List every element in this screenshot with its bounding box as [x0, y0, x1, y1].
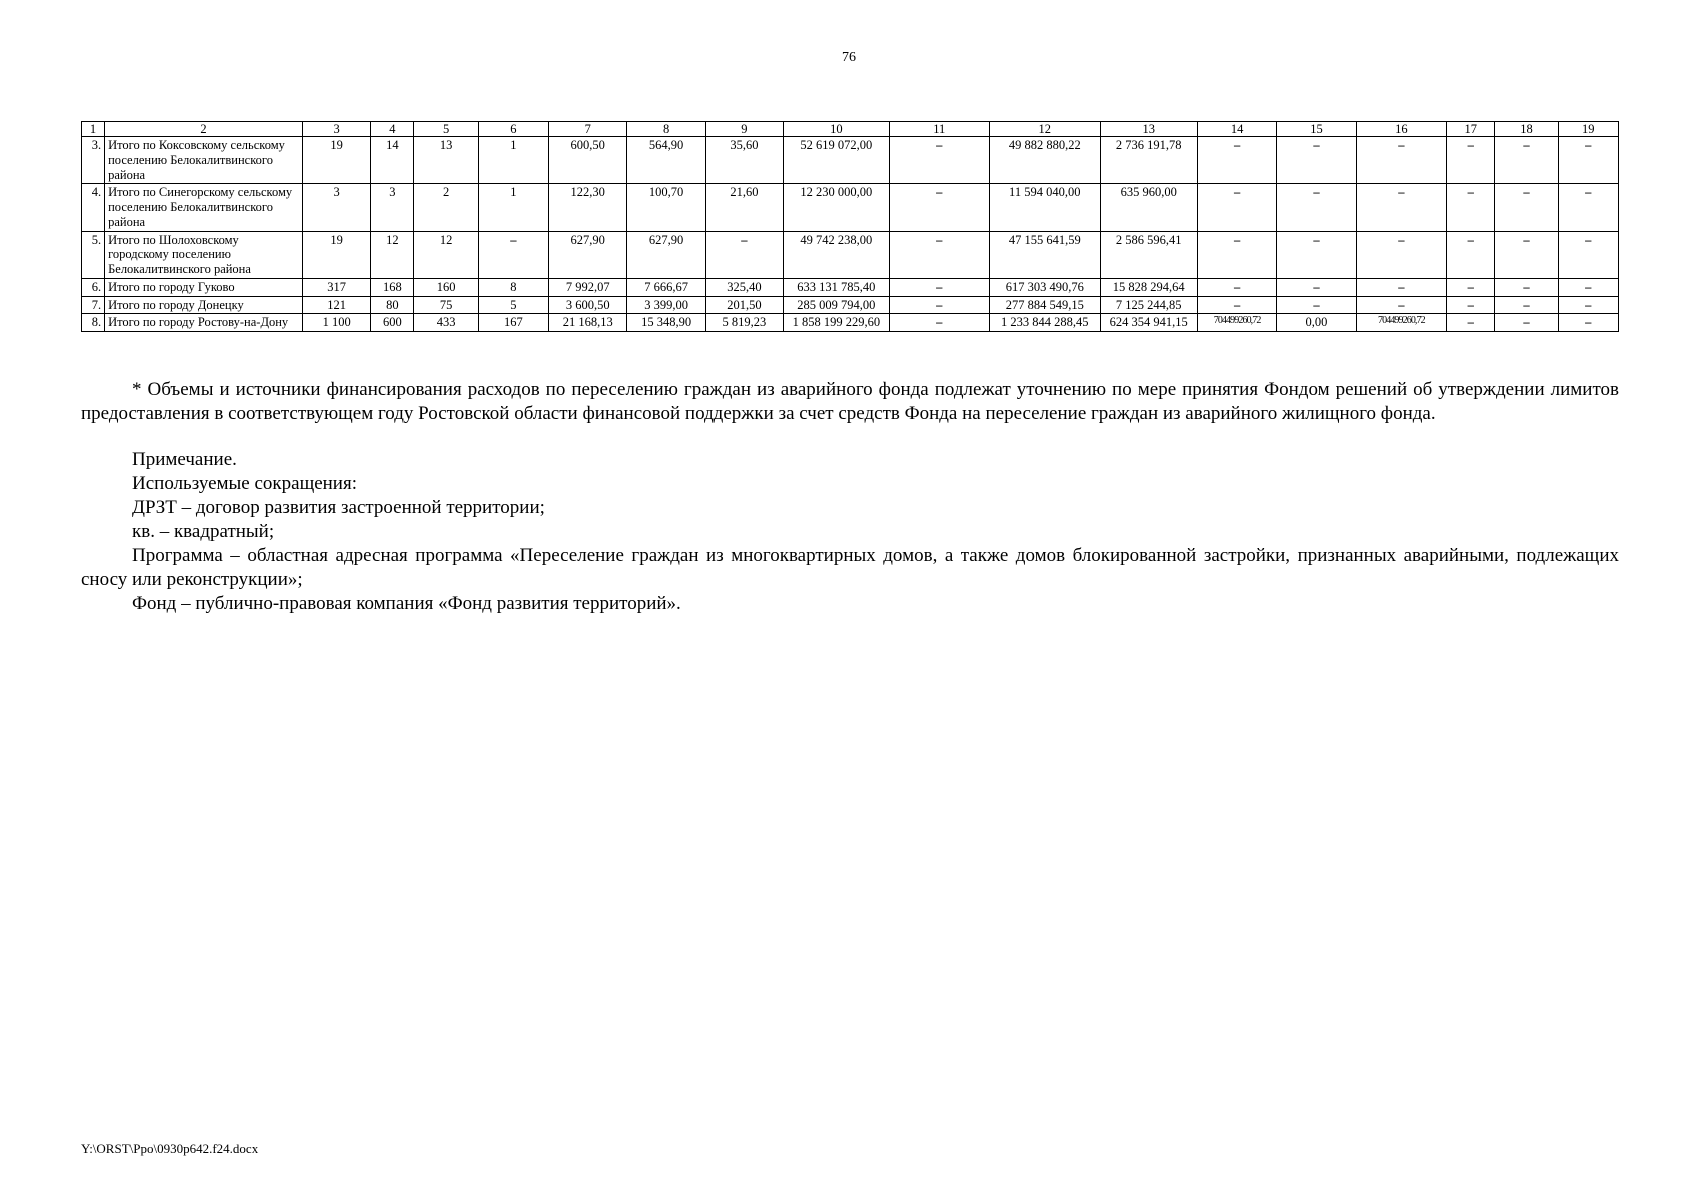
table-cell: 8 — [478, 278, 548, 296]
table-cell: 2 736 191,78 — [1100, 137, 1197, 184]
table-cell: – — [1197, 296, 1276, 314]
table-cell: 317 — [302, 278, 370, 296]
table-cell: – — [1356, 278, 1446, 296]
footnote-text: * Объемы и источники финансирования расходов по переселению граждан из аварийного фонда подлежат уточнению по мере принятия Фондом решений об утверждении лимитов предоставления в соответствующем году Ростовской области финансовой поддержки за счет средств Фонда на переселение граждан из аварийного жилищного фонда. — [81, 379, 1619, 424]
table-cell: 600,50 — [549, 137, 627, 184]
table-cell: 3 399,00 — [627, 296, 705, 314]
column-header: 6 — [478, 122, 548, 137]
table-cell: – — [1558, 137, 1618, 184]
table-cell: – — [1356, 184, 1446, 231]
table-cell: – — [1277, 278, 1356, 296]
file-path: Y:\ORST\Ppo\0930p642.f24.docx — [81, 1141, 259, 1156]
table-cell: 617 303 490,76 — [990, 278, 1101, 296]
table-cell: – — [705, 231, 783, 278]
row-name-cell: Итого по Коксовскому сельскому поселению Белокалитвинского района — [105, 137, 303, 184]
table-cell: 7 125 244,85 — [1100, 296, 1197, 314]
table-cell: 52 619 072,00 — [784, 137, 889, 184]
column-header: 1 — [82, 122, 105, 137]
table-cell: 633 131 785,40 — [784, 278, 889, 296]
column-header: 13 — [1100, 122, 1197, 137]
table-cell: 277 884 549,15 — [990, 296, 1101, 314]
note-line: Программа – областная адресная программа «Переселение граждан из многоквартирных домов, а также домов блокированной застройки, признанных аварийными, подлежащих сносу или реконструкции»; — [81, 545, 1619, 590]
table-cell: 1 858 199 229,60 — [784, 314, 889, 332]
table-cell: 624 354 941,15 — [1100, 314, 1197, 332]
table-cell: – — [1356, 296, 1446, 314]
note-line: кв. – квадратный; — [132, 521, 275, 542]
note-line: Фонд – публично-правовая компания «Фонд развития территорий». — [132, 593, 681, 614]
note-line: Используемые сокращения: — [132, 473, 357, 494]
row-name-cell: Итого по городу Гуково — [105, 278, 303, 296]
footnote — [81, 378, 1619, 426]
table-cell: 325,40 — [705, 278, 783, 296]
column-header: 2 — [105, 122, 303, 137]
table-cell: 564,90 — [627, 137, 705, 184]
table-row — [82, 231, 1619, 278]
table-cell: – — [889, 137, 989, 184]
table-cell: 433 — [414, 314, 478, 332]
column-header: 19 — [1558, 122, 1618, 137]
column-header: 10 — [784, 122, 889, 137]
table-cell: 5 819,23 — [705, 314, 783, 332]
row-number-cell: 4. — [82, 184, 105, 231]
table-cell: 167 — [478, 314, 548, 332]
table-cell: 1 100 — [302, 314, 370, 332]
table-cell: – — [1356, 137, 1446, 184]
table-cell: 600 — [371, 314, 414, 332]
table-cell: 47 155 641,59 — [990, 231, 1101, 278]
table-cell: 49 882 880,22 — [990, 137, 1101, 184]
table-cell: 3 — [302, 184, 370, 231]
table-cell: 15 828 294,64 — [1100, 278, 1197, 296]
table-cell: 12 — [414, 231, 478, 278]
table-cell: 80 — [371, 296, 414, 314]
table-cell: 13 — [414, 137, 478, 184]
table-cell: 1 — [478, 184, 548, 231]
row-name-cell: Итого по Синегорскому сельскому поселению Белокалитвинского района — [105, 184, 303, 231]
table-cell: 635 960,00 — [1100, 184, 1197, 231]
table-cell: 35,60 — [705, 137, 783, 184]
column-header: 3 — [302, 122, 370, 137]
table-cell: – — [1558, 278, 1618, 296]
table-row — [82, 184, 1619, 231]
table-cell: – — [1495, 278, 1558, 296]
table-cell: – — [1197, 278, 1276, 296]
table-cell: 49 742 238,00 — [784, 231, 889, 278]
table-cell: 19 — [302, 231, 370, 278]
table-cell: 5 — [478, 296, 548, 314]
table-cell: 2 — [414, 184, 478, 231]
table-cell: – — [889, 278, 989, 296]
header-row — [82, 122, 1619, 137]
table-cell: – — [1197, 231, 1276, 278]
table-cell: – — [1447, 296, 1495, 314]
table-cell: – — [1495, 137, 1558, 184]
table-cell: – — [889, 231, 989, 278]
table-cell: 19 — [302, 137, 370, 184]
table-header — [82, 122, 1619, 137]
table-row — [82, 296, 1619, 314]
column-header: 18 — [1495, 122, 1558, 137]
table-cell: 1 — [478, 137, 548, 184]
table-cell: – — [1447, 314, 1495, 332]
column-header: 5 — [414, 122, 478, 137]
table-cell: – — [1277, 231, 1356, 278]
table-cell: 627,90 — [627, 231, 705, 278]
table-body — [82, 137, 1619, 332]
table-cell: – — [1558, 184, 1618, 231]
table-cell: 704499260,72 — [1197, 314, 1276, 332]
table-cell: 201,50 — [705, 296, 783, 314]
table-cell: 11 594 040,00 — [990, 184, 1101, 231]
table-cell: 122,30 — [549, 184, 627, 231]
column-header: 12 — [990, 122, 1101, 137]
table-cell: 15 348,90 — [627, 314, 705, 332]
column-header: 9 — [705, 122, 783, 137]
column-header: 8 — [627, 122, 705, 137]
column-header: 14 — [1197, 122, 1276, 137]
row-name-cell: Итого по городу Ростову-на-Дону — [105, 314, 303, 332]
note-title: Примечание. — [132, 449, 237, 470]
table-cell: 12 — [371, 231, 414, 278]
table-cell: 1 233 844 288,45 — [990, 314, 1101, 332]
table-cell: – — [1495, 184, 1558, 231]
table-cell: 160 — [414, 278, 478, 296]
table-cell: 3 600,50 — [549, 296, 627, 314]
table-cell: – — [1447, 278, 1495, 296]
column-header: 7 — [549, 122, 627, 137]
table-cell: 14 — [371, 137, 414, 184]
table-cell: 7 666,67 — [627, 278, 705, 296]
table-cell: 3 — [371, 184, 414, 231]
table-cell: – — [889, 296, 989, 314]
column-header: 15 — [1277, 122, 1356, 137]
table-cell: – — [1495, 296, 1558, 314]
table-cell: 121 — [302, 296, 370, 314]
table-cell: 168 — [371, 278, 414, 296]
table-cell: – — [1447, 184, 1495, 231]
column-header: 17 — [1447, 122, 1495, 137]
table-cell: 100,70 — [627, 184, 705, 231]
table-cell: 704499260,72 — [1356, 314, 1446, 332]
table-cell: 12 230 000,00 — [784, 184, 889, 231]
table-cell: – — [1495, 314, 1558, 332]
table-cell: 21 168,13 — [549, 314, 627, 332]
note-line: ДРЗТ – договор развития застроенной территории; — [132, 497, 545, 518]
table-cell: 75 — [414, 296, 478, 314]
table-cell: – — [1277, 184, 1356, 231]
table-cell: 2 586 596,41 — [1100, 231, 1197, 278]
table-cell: 627,90 — [549, 231, 627, 278]
table-cell: – — [1558, 296, 1618, 314]
data-table — [81, 121, 1619, 332]
row-number-cell: 6. — [82, 278, 105, 296]
table-row — [82, 137, 1619, 184]
table-cell: 0,00 — [1277, 314, 1356, 332]
table-row — [82, 314, 1619, 332]
table-cell: 21,60 — [705, 184, 783, 231]
row-name-cell: Итого по городу Донецку — [105, 296, 303, 314]
column-header: 11 — [889, 122, 989, 137]
table-cell: – — [478, 231, 548, 278]
table-cell: – — [1558, 231, 1618, 278]
table-cell: – — [1197, 184, 1276, 231]
table-cell: – — [1447, 137, 1495, 184]
table-cell: – — [1277, 296, 1356, 314]
table-cell: – — [1447, 231, 1495, 278]
row-number-cell: 8. — [82, 314, 105, 332]
table-cell: – — [1495, 231, 1558, 278]
table-cell: – — [889, 314, 989, 332]
table-cell: – — [1197, 137, 1276, 184]
table-cell: – — [889, 184, 989, 231]
table-cell: – — [1558, 314, 1618, 332]
table-cell: 285 009 794,00 — [784, 296, 889, 314]
column-header: 16 — [1356, 122, 1446, 137]
row-number-cell: 5. — [82, 231, 105, 278]
row-name-cell: Итого по Шолоховскому городскому поселению Белокалитвинского района — [105, 231, 303, 278]
table-cell: 7 992,07 — [549, 278, 627, 296]
page-number: 76 — [842, 50, 856, 65]
row-number-cell: 7. — [82, 296, 105, 314]
note-section — [81, 448, 1619, 616]
column-header: 4 — [371, 122, 414, 137]
table-row — [82, 278, 1619, 296]
table-cell: – — [1277, 137, 1356, 184]
row-number-cell: 3. — [82, 137, 105, 184]
table-container — [81, 121, 1619, 332]
table-cell: – — [1356, 231, 1446, 278]
